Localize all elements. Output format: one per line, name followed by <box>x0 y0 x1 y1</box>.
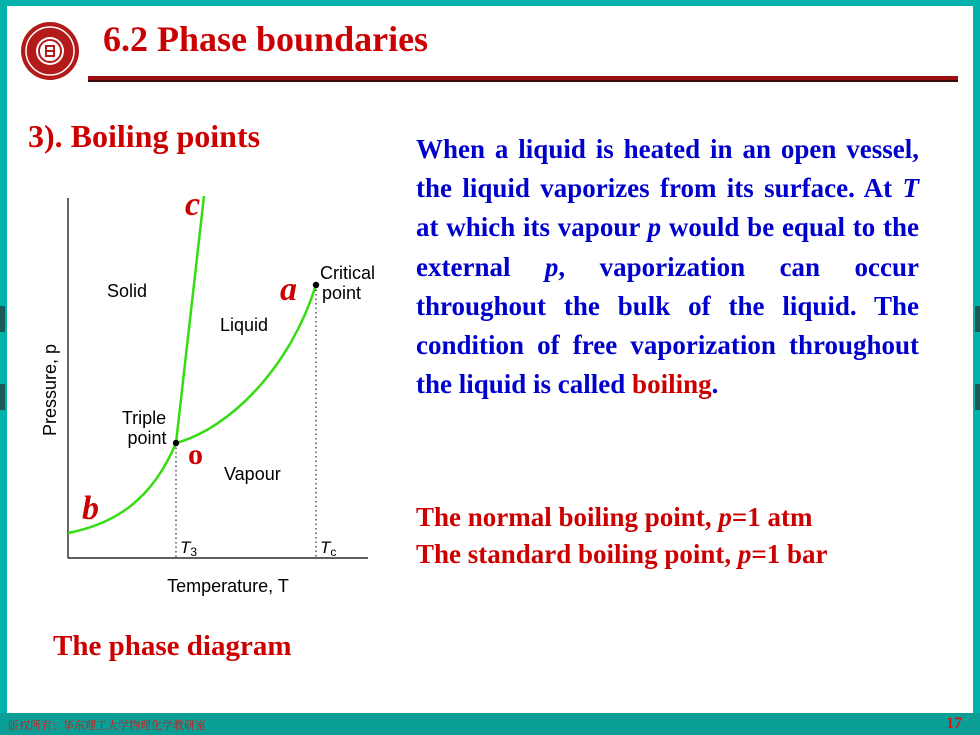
para-text: When a liquid is heated in an open vessel, the liquid vaporizes from its surface. At <box>416 134 919 204</box>
phase-diagram <box>30 178 400 608</box>
right-frame <box>973 0 980 735</box>
t3-tick-label: T3 <box>180 538 198 559</box>
title-rule-shadow <box>88 80 958 82</box>
triple-point-dot <box>173 440 179 446</box>
region-solid-label: Solid <box>107 281 148 301</box>
para-var-T: T <box>902 173 919 204</box>
normal-boiling-point: The normal boiling point, p=1 atm <box>416 502 813 532</box>
diagram-caption: The phase diagram <box>53 630 292 662</box>
fusion-curve <box>176 196 204 443</box>
triple-point-label: Triple <box>121 408 167 428</box>
region-liquid-label: Liquid <box>220 315 269 335</box>
para-text: . <box>711 369 719 400</box>
standard-boiling-point: The standard boiling point, p=1 bar <box>416 539 828 569</box>
para-var-p: p <box>647 212 662 243</box>
point-a-label: a <box>280 271 297 308</box>
left-frame <box>0 0 7 735</box>
page-title: 6.2 Phase boundaries <box>103 19 429 59</box>
para-text: , vaporization can occur throughout the bulk of the liquid. The condition of free vaporization throughout the liquid is called <box>416 251 919 400</box>
vaporization-curve <box>176 285 316 443</box>
page-number: 17 <box>946 715 962 732</box>
right-tick-mark <box>975 384 980 410</box>
tc-tick-label: Tc <box>320 538 337 559</box>
boiling-description <box>416 130 919 404</box>
footer-copyright: 版权所有：华东理工大学物理化学教研室 <box>8 720 206 732</box>
x-axis-label: Temperature, T <box>167 576 289 596</box>
triple-point-label: point <box>127 428 167 448</box>
point-c-label: c <box>185 186 201 223</box>
point-o-label: o <box>188 438 203 471</box>
left-tick-mark <box>0 306 5 332</box>
region-vapour-label: Vapour <box>224 464 281 484</box>
critical-point-dot <box>313 282 319 288</box>
critical-point-label: Critical <box>320 263 376 283</box>
para-text: at which its vapour <box>416 212 648 243</box>
section-heading: 3). Boiling points <box>28 118 261 154</box>
boiling-highlight: boiling <box>632 369 712 400</box>
point-b-label: b <box>82 490 99 527</box>
para-text: would be equal to the external <box>416 212 919 282</box>
para-var-p: p <box>544 251 559 282</box>
y-axis-label: Pressure, p <box>40 343 60 437</box>
right-tick-mark <box>975 306 980 332</box>
critical-point-label: point <box>322 283 362 303</box>
left-tick-mark <box>0 384 5 410</box>
university-seal-icon <box>19 20 81 82</box>
